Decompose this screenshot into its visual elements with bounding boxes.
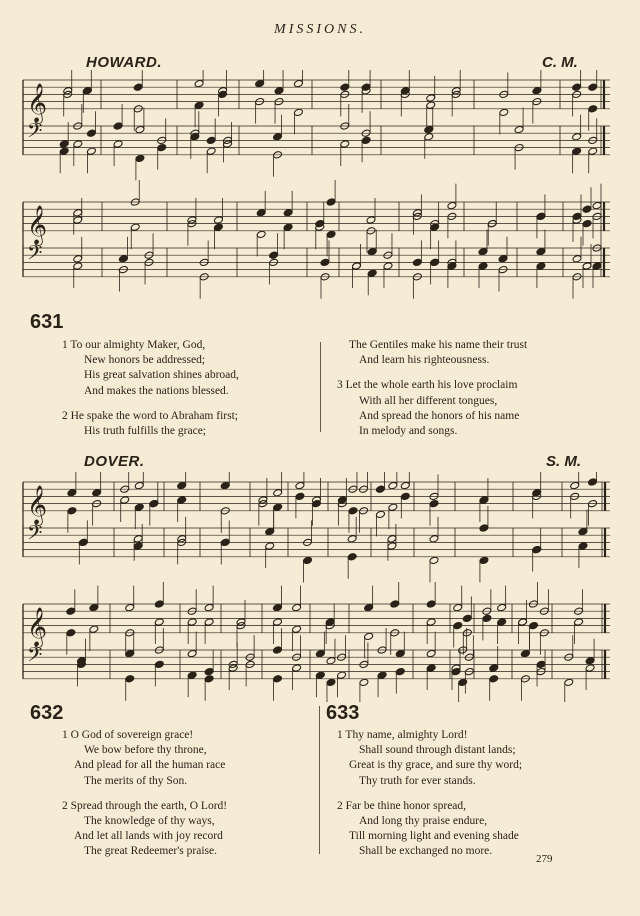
verse-line: With all her different tongues, <box>359 394 498 407</box>
note-head-icon <box>206 147 216 155</box>
note-head-icon <box>82 87 92 95</box>
note-head-icon <box>426 101 436 109</box>
verse-line: Thy truth for ever stands. <box>359 774 476 787</box>
note-head-icon <box>482 614 492 622</box>
note-head-icon <box>387 535 397 543</box>
note-head-icon <box>89 625 99 633</box>
note-head-icon <box>395 667 405 675</box>
staff <box>23 180 610 256</box>
note-head-icon <box>479 556 489 564</box>
note-head-icon <box>588 105 598 113</box>
note-head-icon <box>135 125 145 133</box>
note-head-icon <box>326 678 336 686</box>
note-head-icon <box>462 614 472 622</box>
note-head-icon <box>273 646 283 654</box>
verse-line: And learn his righteousness. <box>359 354 490 367</box>
verse-line: The merits of thy Son. <box>84 774 188 787</box>
note-head-icon <box>366 216 376 224</box>
note-head-icon <box>572 83 582 91</box>
note-head-icon <box>364 603 374 611</box>
verse-line: His truth fulfills the grace; <box>84 425 206 438</box>
note-head-icon <box>352 262 362 270</box>
note-head-icon <box>412 258 422 266</box>
note-head-icon <box>283 223 293 231</box>
note-head-icon <box>187 649 197 657</box>
note-head-icon <box>269 251 279 259</box>
note-head-icon <box>125 603 135 611</box>
verse-line: In melody and songs. <box>359 425 458 438</box>
verse-line: The Gentiles make his name their trust <box>349 339 528 351</box>
tune-meter-howard: C. M. <box>542 54 578 71</box>
note-head-icon <box>118 255 128 263</box>
note-head-icon <box>326 230 336 238</box>
note-head-icon <box>293 79 303 87</box>
column-divider <box>319 706 320 854</box>
note-head-icon <box>572 133 582 141</box>
note-head-icon <box>204 618 214 626</box>
column-divider <box>320 342 321 432</box>
note-head-icon <box>585 657 595 665</box>
note-head-icon <box>89 603 99 611</box>
treble-clef-icon: 𝄞 <box>27 82 48 123</box>
bass-clef-icon: 𝄢 <box>27 119 43 147</box>
verse-line: And let all lands with joy record <box>74 830 223 843</box>
note-head-icon <box>582 205 592 213</box>
verse-line: And spread the honors of his name <box>359 409 520 422</box>
note-head-icon <box>73 255 83 263</box>
note-head-icon <box>592 262 602 270</box>
note-head-icon <box>292 603 302 611</box>
note-head-icon <box>340 140 350 148</box>
note-head-icon <box>458 678 468 686</box>
note-head-icon <box>213 223 223 231</box>
note-head-icon <box>134 481 144 489</box>
verse-line: We bow before thy throne, <box>84 744 207 757</box>
note-head-icon <box>426 649 436 657</box>
staff <box>23 104 610 180</box>
note-head-icon <box>177 496 187 504</box>
verse-line: And long thy praise endure, <box>359 815 488 828</box>
note-head-icon <box>187 618 197 626</box>
note-head-icon <box>536 247 546 255</box>
verse-line: His great salvation shines abroad, <box>84 369 239 382</box>
verse-line: 2 He spake the word to Abraham first; <box>62 409 238 422</box>
treble-clef-icon: 𝄞 <box>27 204 48 245</box>
section-title: MISSIONS. <box>274 22 366 37</box>
note-head-icon <box>387 542 397 550</box>
note-head-icon <box>489 675 499 683</box>
note-head-icon <box>311 499 321 507</box>
note-head-icon <box>347 535 357 543</box>
note-head-icon <box>447 201 457 209</box>
note-head-icon <box>489 664 499 672</box>
note-head-icon <box>125 649 135 657</box>
note-head-icon <box>66 607 76 615</box>
tune-name-howard: HOWARD. <box>86 54 162 71</box>
verse-line: New honors be addressed; <box>84 354 206 367</box>
verse-line: Shall sound through distant lands; <box>359 744 516 757</box>
note-head-icon <box>125 675 135 683</box>
hymn-631-verses-right <box>337 338 527 439</box>
verse-line: 3 Let the whole earth his love proclaim <box>337 379 518 392</box>
note-head-icon <box>187 671 197 679</box>
note-head-icon <box>497 603 507 611</box>
note-head-icon <box>383 262 393 270</box>
note-head-icon <box>87 129 97 137</box>
note-head-icon <box>315 649 325 657</box>
staff <box>23 506 610 582</box>
hymn-633-verses <box>337 728 522 860</box>
note-head-icon <box>87 147 97 155</box>
note-head-icon <box>588 478 598 486</box>
note-head-icon <box>133 83 143 91</box>
note-head-icon <box>574 618 584 626</box>
note-head-icon <box>303 556 313 564</box>
verse-line: And plead for all the human race <box>74 759 226 772</box>
note-head-icon <box>424 133 434 141</box>
note-head-icon <box>570 481 580 489</box>
note-head-icon <box>359 678 369 686</box>
page-number: 279 <box>536 853 553 865</box>
note-head-icon <box>395 649 405 657</box>
note-head-icon <box>315 671 325 679</box>
note-head-icon <box>347 553 357 561</box>
note-head-icon <box>113 140 123 148</box>
note-head-icon <box>325 618 335 626</box>
note-head-icon <box>130 223 140 231</box>
note-head-icon <box>204 667 214 675</box>
hymn-number-631: 631 <box>30 311 64 333</box>
treble-clef-icon: 𝄞 <box>27 484 48 525</box>
note-head-icon <box>273 618 283 626</box>
note-head-icon <box>157 143 167 151</box>
note-head-icon <box>73 140 83 148</box>
bass-clef-icon: 𝄢 <box>27 521 43 549</box>
bass-clef-icon: 𝄢 <box>27 643 43 671</box>
note-head-icon <box>67 489 77 497</box>
note-head-icon <box>478 247 488 255</box>
staff <box>23 472 610 536</box>
note-head-icon <box>429 556 439 564</box>
note-head-icon <box>388 481 398 489</box>
note-head-icon <box>499 108 509 116</box>
note-head-icon <box>283 209 293 217</box>
note-head-icon <box>292 664 302 672</box>
note-head-icon <box>73 216 83 224</box>
note-head-icon <box>585 664 595 672</box>
verse-line: 2 Spread through the earth, O Lord! <box>62 799 228 812</box>
note-head-icon <box>348 507 358 515</box>
verse-line: The knowledge of thy ways, <box>84 815 215 828</box>
note-head-icon <box>529 621 539 629</box>
note-head-icon <box>578 527 588 535</box>
note-head-icon <box>518 618 528 626</box>
note-head-icon <box>326 198 336 206</box>
note-head-icon <box>426 94 436 102</box>
note-head-icon <box>133 535 143 543</box>
note-head-icon <box>295 492 305 500</box>
note-head-icon <box>273 675 283 683</box>
note-head-icon <box>497 618 507 626</box>
note-head-icon <box>177 481 187 489</box>
note-head-icon <box>265 527 275 535</box>
note-head-icon <box>564 678 574 686</box>
note-head-icon <box>120 496 130 504</box>
note-head-icon <box>154 600 164 608</box>
tune-meter-dover: S. M. <box>546 453 582 470</box>
note-head-icon <box>92 489 102 497</box>
note-head-icon <box>400 481 410 489</box>
note-head-icon <box>337 671 347 679</box>
note-head-icon <box>154 618 164 626</box>
verse-line: 1 Thy name, almighty Lord! <box>337 729 468 741</box>
note-head-icon <box>479 496 489 504</box>
treble-clef-icon: 𝄞 <box>27 606 48 647</box>
note-head-icon <box>388 503 398 511</box>
note-head-icon <box>582 262 592 270</box>
note-head-icon <box>367 247 377 255</box>
note-head-icon <box>220 481 230 489</box>
note-head-icon <box>582 219 592 227</box>
hymn-number-632: 632 <box>30 702 64 724</box>
bass-clef-icon: 𝄢 <box>27 241 43 269</box>
note-head-icon <box>273 489 283 497</box>
hymn-632-verses <box>62 728 227 860</box>
note-head-icon <box>453 621 463 629</box>
note-head-icon <box>256 209 266 217</box>
note-head-icon <box>66 629 76 637</box>
note-head-icon <box>430 223 440 231</box>
staff <box>23 628 610 702</box>
verse-line: 1 To our almighty Maker, God, <box>62 339 206 351</box>
note-head-icon <box>536 660 546 668</box>
note-head-icon <box>536 262 546 270</box>
note-head-icon <box>429 535 439 543</box>
note-head-icon <box>426 600 436 608</box>
note-head-icon <box>218 90 228 98</box>
note-head-icon <box>429 499 439 507</box>
note-head-icon <box>367 269 377 277</box>
note-head-icon <box>400 492 410 500</box>
note-head-icon <box>293 108 303 116</box>
tune-name-dover: DOVER. <box>84 453 145 470</box>
note-head-icon <box>376 510 386 518</box>
note-head-icon <box>572 147 582 155</box>
note-head-icon <box>59 147 69 155</box>
note-head-icon <box>390 600 400 608</box>
note-head-icon <box>149 499 159 507</box>
verse-line: Shall be exchanged no more. <box>359 845 493 858</box>
verse-line: Great is thy grace, and sure thy word; <box>349 759 523 772</box>
note-head-icon <box>59 140 69 148</box>
note-head-icon <box>498 255 508 263</box>
note-head-icon <box>514 125 524 133</box>
note-head-icon <box>255 79 265 87</box>
note-head-icon <box>73 209 83 217</box>
note-head-icon <box>340 83 350 91</box>
note-head-icon <box>295 481 305 489</box>
note-head-icon <box>133 542 143 550</box>
note-head-icon <box>292 625 302 633</box>
note-head-icon <box>364 632 374 640</box>
note-head-icon <box>73 262 83 270</box>
note-head-icon <box>154 660 164 668</box>
note-head-icon <box>430 258 440 266</box>
note-head-icon <box>588 147 598 155</box>
note-head-icon <box>572 255 582 263</box>
note-head-icon <box>265 542 275 550</box>
note-head-icon <box>532 87 542 95</box>
staff <box>23 226 610 299</box>
note-head-icon <box>320 258 330 266</box>
note-head-icon <box>194 79 204 87</box>
note-head-icon <box>361 136 371 144</box>
note-head-icon <box>113 122 123 130</box>
note-head-icon <box>206 136 216 144</box>
note-head-icon <box>256 230 266 238</box>
note-head-icon <box>273 133 283 141</box>
verse-line: 1 O God of sovereign grace! <box>62 729 194 741</box>
staff <box>23 582 610 658</box>
verse-line: 2 Far be thine honor spread, <box>337 799 467 812</box>
note-head-icon <box>377 671 387 679</box>
music-dover <box>0 472 640 702</box>
verse-line: The great Redeemer's praise. <box>84 845 217 858</box>
note-head-icon <box>273 603 283 611</box>
note-head-icon <box>479 524 489 532</box>
hymn-number-633: 633 <box>326 702 360 724</box>
note-head-icon <box>424 125 434 133</box>
note-head-icon <box>204 603 214 611</box>
note-head-icon <box>426 618 436 626</box>
note-head-icon <box>447 262 457 270</box>
verse-line: And makes the nations blessed. <box>84 384 229 397</box>
verse-line: Till morning light and evening shade <box>349 830 519 843</box>
note-head-icon <box>194 101 204 109</box>
note-head-icon <box>592 201 602 209</box>
staff <box>23 70 610 134</box>
note-head-icon <box>426 664 436 672</box>
note-head-icon <box>376 485 386 493</box>
note-head-icon <box>520 649 530 657</box>
note-head-icon <box>135 154 145 162</box>
note-head-icon <box>134 503 144 511</box>
note-head-icon <box>326 657 336 665</box>
hymn-631-verses-left <box>62 338 239 439</box>
note-head-icon <box>478 262 488 270</box>
note-head-icon <box>588 83 598 91</box>
note-head-icon <box>204 675 214 683</box>
music-howard <box>0 70 640 310</box>
note-head-icon <box>453 603 463 611</box>
note-head-icon <box>213 216 223 224</box>
note-head-icon <box>67 507 77 515</box>
note-head-icon <box>273 503 283 511</box>
note-head-icon <box>578 542 588 550</box>
note-head-icon <box>274 87 284 95</box>
note-head-icon <box>220 538 230 546</box>
note-head-icon <box>190 133 200 141</box>
note-head-icon <box>532 545 542 553</box>
